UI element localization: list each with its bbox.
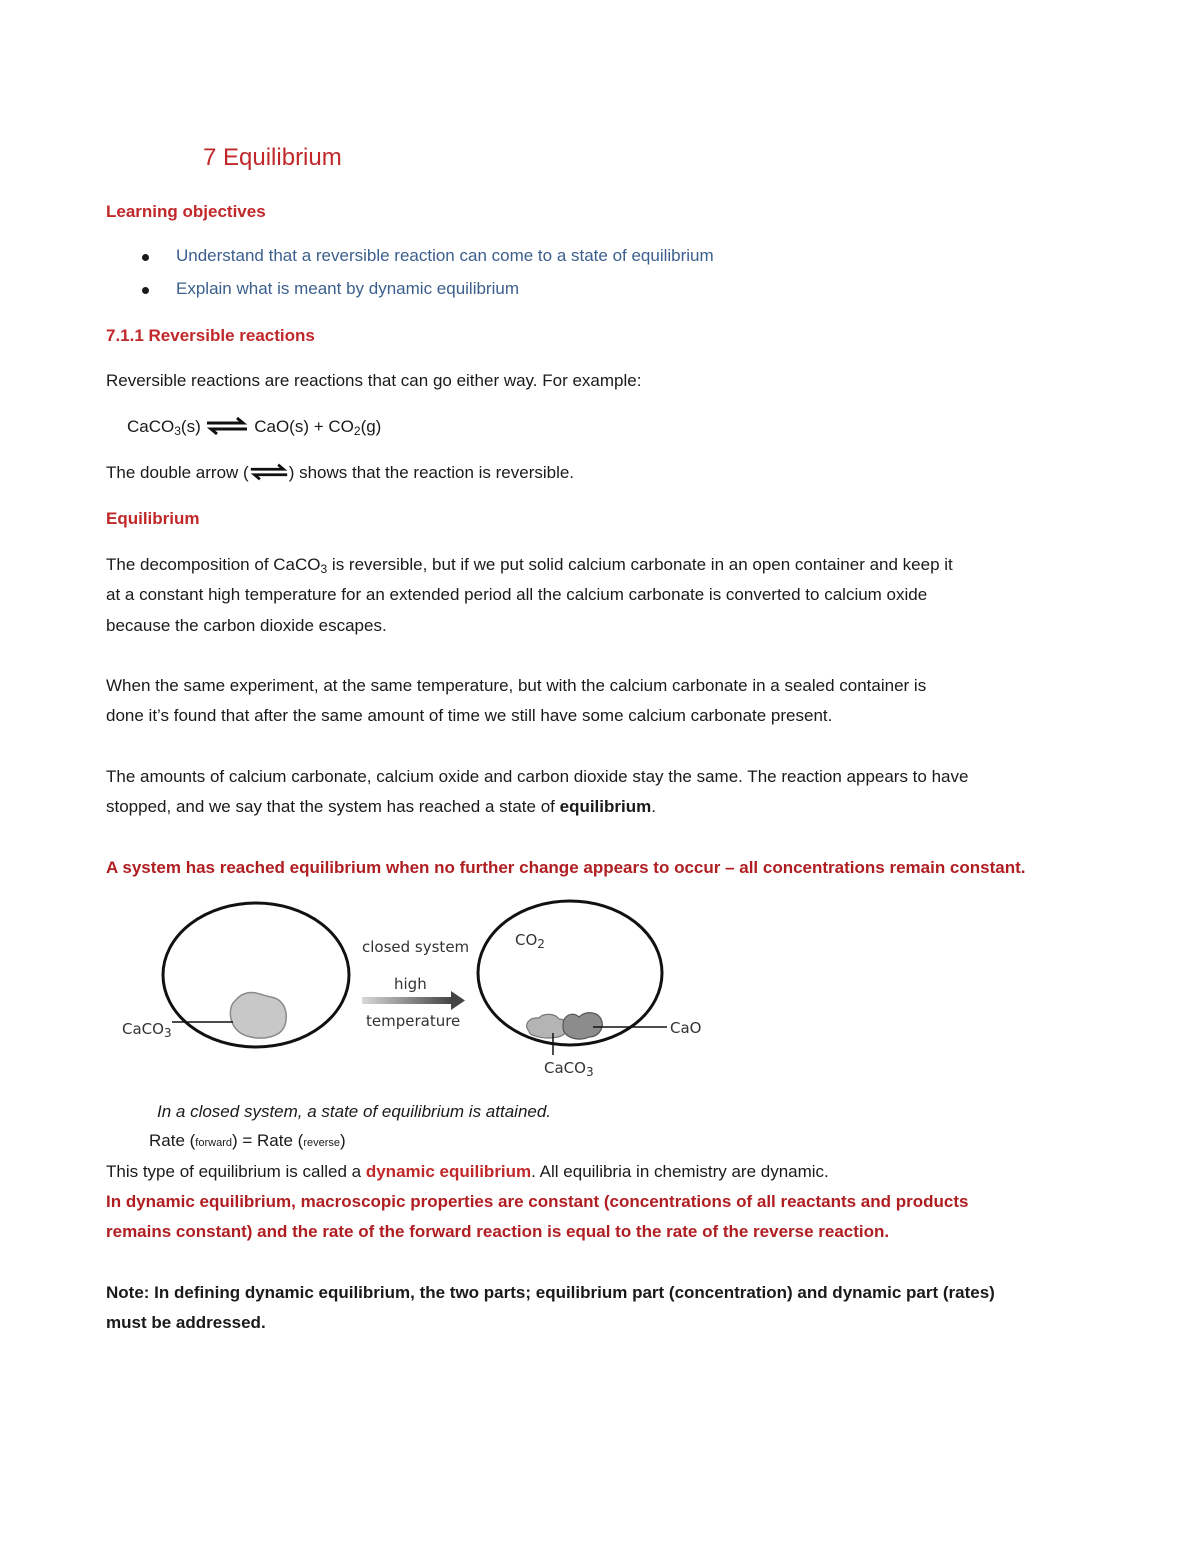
caco3-solid-shape [230,992,286,1038]
paragraph-line: done it’s found that after the same amount of time we still have some calcium carbonate present. [106,706,833,725]
reaction-arrow-head [451,991,465,1010]
section-heading-reversible: 7.1.1 Reversible reactions [106,326,315,345]
equilibrium-definition: A system has reached equilibrium when no further change appears to occur – all concentrations remain constant. [106,858,1026,877]
reaction-arrow-shaft [362,997,452,1004]
dynamic-definition-line: remains constant) and the rate of the forward reaction is equal to the rate of the reverse reaction. [106,1222,890,1241]
paragraph-line: The amounts of calcium carbonate, calcium oxide and carbon dioxide stay the same. The reaction appears to have [106,767,969,786]
arrow-label-closed-system: closed system [362,938,470,956]
caco3-small-shape [527,1014,568,1038]
reaction-equation: CaCO$_3$(s) $CaO(s) + CO_2(g)$ [127,417,382,438]
double-arrow-sentence: The double arrow ( ) shows that the reaction is reversible. [106,463,575,482]
paragraph-line: because the carbon dioxide escapes. [106,616,387,635]
note-line: must be addressed. [106,1313,266,1332]
diagram-co2-label: $CO_2$ [515,931,545,951]
dynamic-equilibrium-sentence: This type of equilibrium is called a dynamic equilibrium. All equilibria in chemistry are dynamic. [106,1162,829,1181]
reversible-intro: Reversible reactions are reactions that can go either way. For example: [106,371,642,390]
equilibrium-arrow-icon [205,416,249,436]
diagram-caption: In a closed system, a state of equilibrium is attained. [157,1102,552,1121]
paragraph-line: When the same experiment, at the same temperature, but with the calcium carbonate in a sealed container is [106,676,927,695]
equilibrium-arrow-icon [249,462,289,482]
paragraph-line: at a constant high temperature for an extended period all the calcium carbonate is converted to calcium oxide [106,585,928,604]
diagram-cao-label: CaO [670,1019,702,1037]
diagram-caco3-label: CaCO$_3$ [122,1020,172,1040]
section-heading-equilibrium: Equilibrium [106,509,200,528]
arrow-label-temperature: temperature [366,1012,461,1030]
page-title: 7 Equilibrium [203,144,342,171]
note-line: Note: In defining dynamic equilibrium, the two parts; equilibrium part (concentration) and dynamic part (rates) [106,1283,995,1302]
dynamic-definition-line: In dynamic equilibrium, macroscopic properties are constant (concentrations of all reactants and products [106,1192,969,1211]
bullet-icon [142,287,149,294]
paragraph-line: stopped, and we say that the system has reached a state of equilibrium. [106,797,656,816]
cao-shape [563,1013,602,1039]
objective-item: Explain what is meant by dynamic equilibrium [176,279,519,298]
objective-item: Understand that a reversible reaction can come to a state of equilibrium [176,246,714,265]
objectives-heading: Learning objectives [106,202,266,221]
arrow-label-high: high [394,975,427,993]
rate-equation: Rate (forward) = Rate (reverse) [149,1131,346,1150]
paragraph-line: The decomposition of CaCO$_3$ is reversible, but if we put solid calcium carbonate in an open container and keep it [106,555,953,576]
bullet-icon [142,254,149,261]
diagram-caco3-label-right: CaCO$_3$ [544,1059,594,1079]
